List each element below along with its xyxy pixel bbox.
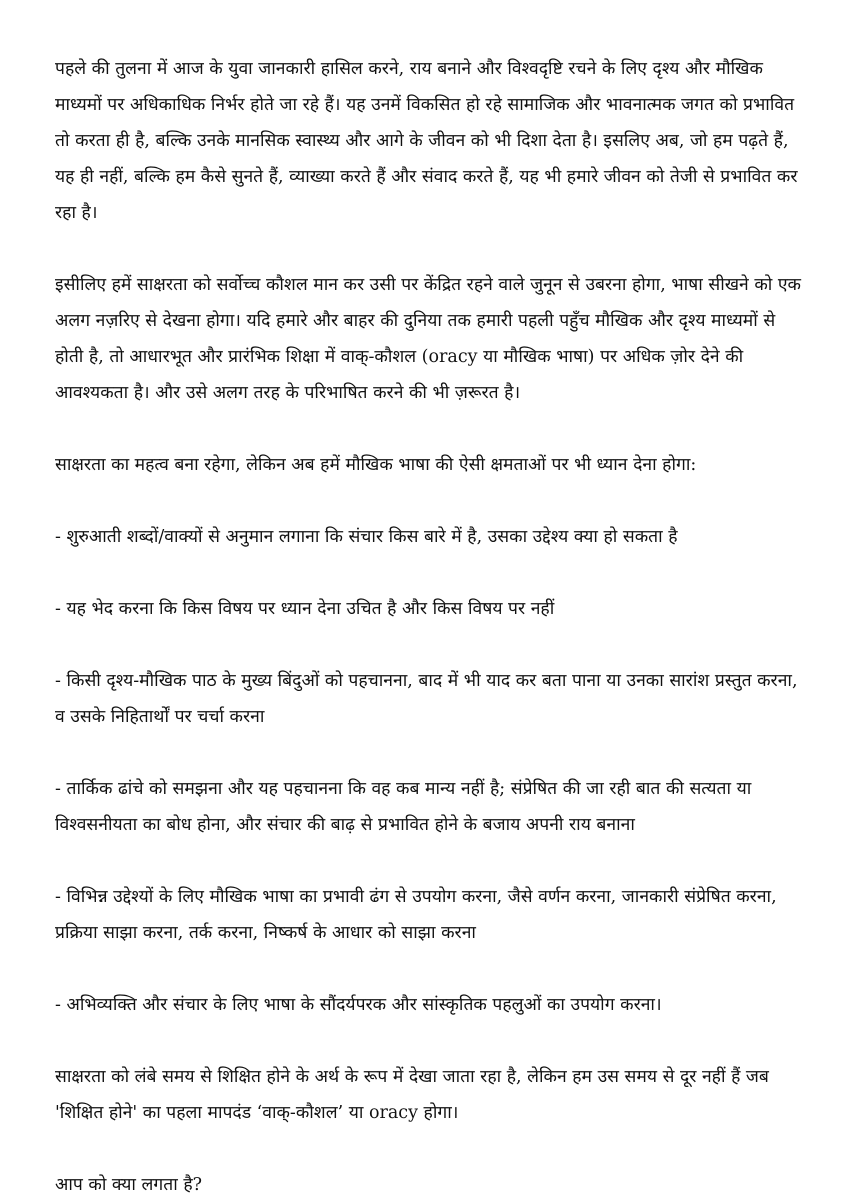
list-item: - तार्किक ढांचे को समझना और यह पहचानना कि वह कब मान्य नहीं है; संप्रेषित की जा रही बात की सत्यता या विश्वसनीयता का बोध होना, और संचार की बाढ़ से प्रभावित होने के बजाय अपनी राय बनाना (55, 779, 752, 835)
paragraph-1: पहले की तुलना में आज के युवा जानकारी हासिल करने, राय बनाने और विश्वदृष्टि रचने के लिए दृश्य और मौखिक माध्यमों पर अधिकाधिक निर्भर होते जा रहे हैं। यह उनमें विकसित हो रहे सामाजिक और भावनात्मक जगत को प्रभावित तो करता ही है, बल्कि उनके मानसिक स्वास्थ्य और आगे के जीवन को भी दिशा देता है। इसलिए अब, जो हम पढ़ते हैं, यह ही नहीं, बल्कि हम कैसे सुनते हैं, व्याख्या करते हैं और संवाद करते हैं, यह भी हमारे जीवन को तेजी से प्रभावित कर रहा है। (55, 59, 798, 223)
document-body (55, 51, 805, 1203)
list-item: - यह भेद करना कि किस विषय पर ध्यान देना उचित है और किस विषय पर नहीं (55, 599, 555, 619)
list-item: - किसी दृश्य-मौखिक पाठ के मुख्य बिंदुओं को पहचानना, बाद में भी याद कर बता पाना या उनका सारांश प्रस्तुत करना, व उसके निहितार्थों पर चर्चा करना (55, 671, 798, 727)
closing-question: आप को क्या लगता है? (55, 1175, 202, 1195)
list-intro: साक्षरता का महत्व बना रहेगा, लेकिन अब हमें मौखिक भाषा की ऐसी क्षमताओं पर भी ध्यान देना होगा: (55, 455, 697, 475)
list-item: - अभिव्यक्ति और संचार के लिए भाषा के सौंदर्यपरक और सांस्कृतिक पहलुओं का उपयोग करना। (55, 995, 662, 1015)
paragraph-2: इसीलिए हमें साक्षरता को सर्वोच्च कौशल मान कर उसी पर केंद्रित रहने वाले जुनून से उबरना होगा, भाषा सीखने को एक अलग नज़रिए से देखना होगा। यदि हमारे और बाहर की दुनिया तक हमारी पहली पहुँच मौखिक और दृश्य माध्यमों से होती है, तो आधारभूत और प्रारंभिक शिक्षा में वाक्-कौशल (oracy या मौखिक भाषा) पर अधिक ज़ोर देने की आवश्यकता है। और उसे अलग तरह के परिभाषित करने की भी ज़रूरत है। (55, 275, 801, 403)
list-item: - शुरुआती शब्दों/वाक्यों से अनुमान लगाना कि संचार किस बारे में है, उसका उद्देश्य क्या हो सकता है (55, 527, 678, 547)
closing-paragraph: साक्षरता को लंबे समय से शिक्षित होने के अर्थ के रूप में देखा जाता रहा है, लेकिन हम उस समय से दूर नहीं हैं जब 'शिक्षित होने' का पहला मापदंड ‘वाक्-कौशल’ या oracy होगा। (55, 1067, 769, 1123)
list-item: - विभिन्न उद्देश्यों के लिए मौखिक भाषा का प्रभावी ढंग से उपयोग करना, जैसे वर्णन करना, जानकारी संप्रेषित करना, प्रक्रिया साझा करना, तर्क करना, निष्कर्ष के आधार को साझा करना (55, 887, 777, 943)
